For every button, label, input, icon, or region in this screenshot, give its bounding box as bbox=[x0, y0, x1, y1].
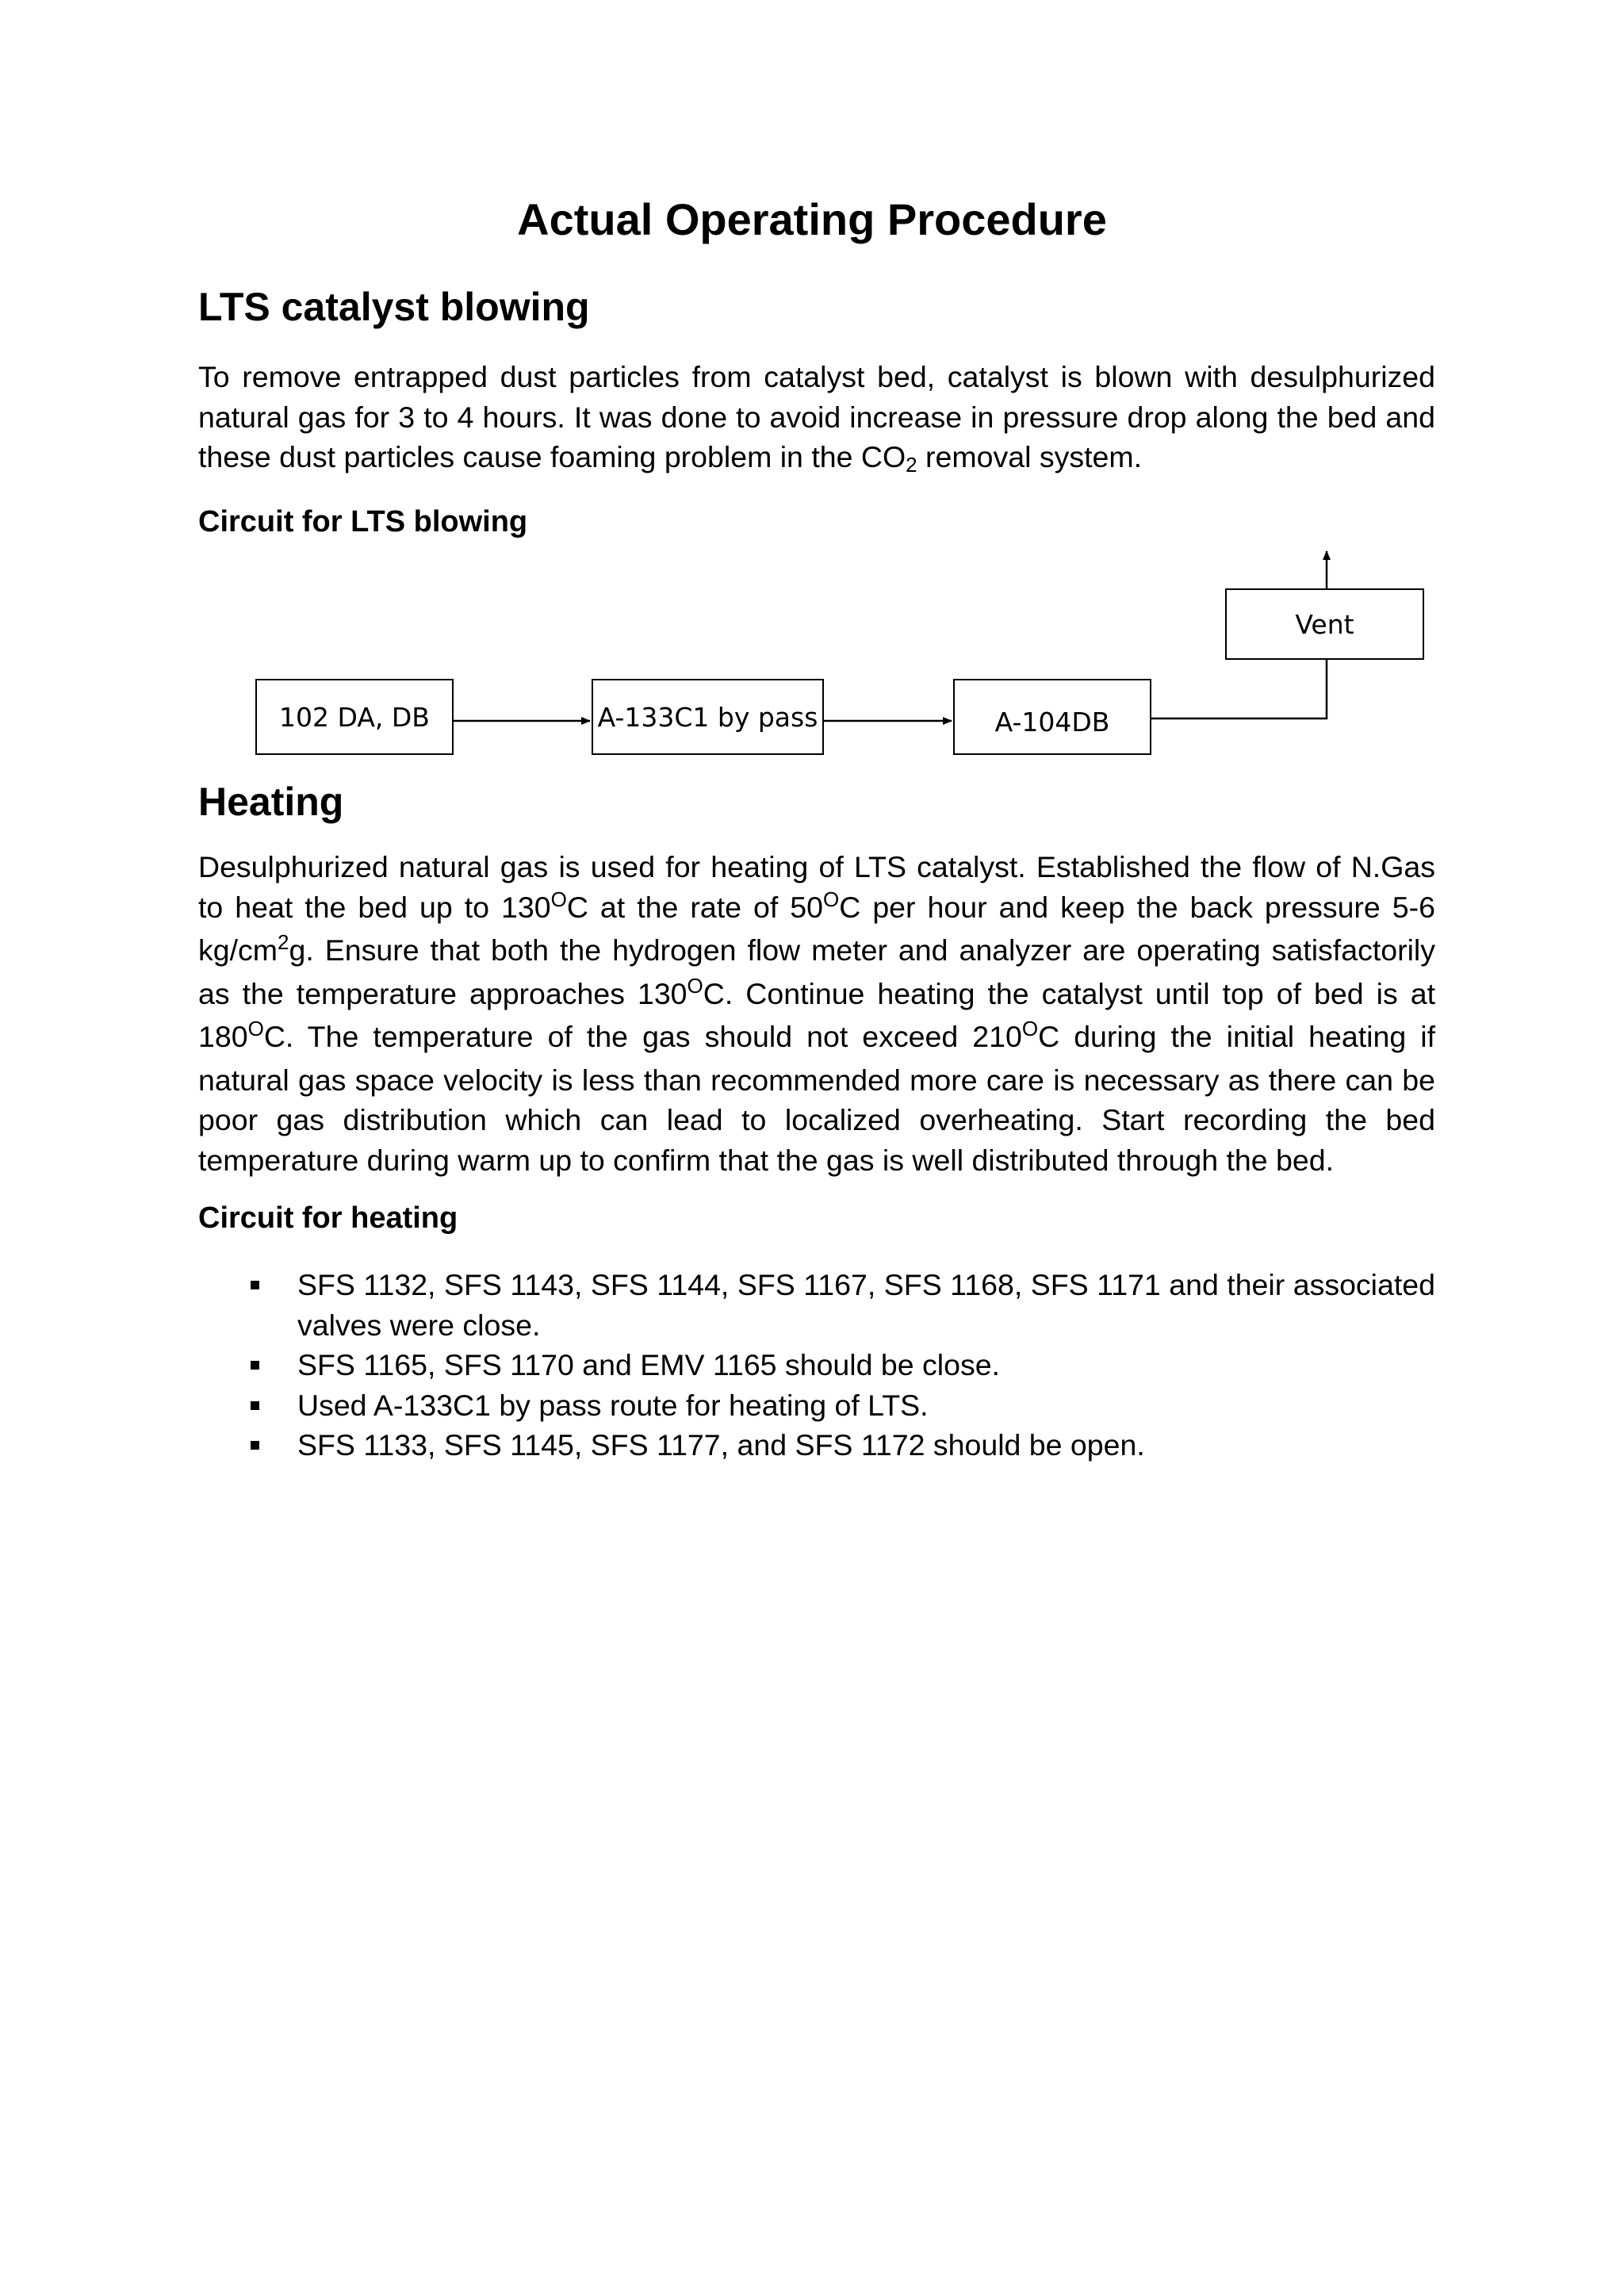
document-title: Actual Operating Procedure bbox=[517, 194, 1107, 244]
square-bullet-icon bbox=[251, 1401, 259, 1410]
square-bullet-icon bbox=[251, 1361, 259, 1370]
section-heading-lts-blowing: LTS catalyst blowing bbox=[198, 285, 590, 329]
unit-box-a133c1-bypass bbox=[592, 679, 824, 755]
list-item bbox=[198, 1385, 1435, 1426]
unit-label-a104db: A-104DB bbox=[994, 706, 1110, 738]
unit-label-a133c1-bypass: A-133C1 by pass bbox=[597, 701, 818, 733]
section-heading-heating: Heating bbox=[198, 780, 344, 824]
heating-text-d: g. Ensure that both the hydrogen flow meter and analyzer are operating satisfactorily as the temperature approaches 130 bbox=[198, 933, 1435, 1010]
degree-sup-e: O bbox=[247, 1017, 264, 1040]
unit-box-vent bbox=[1225, 588, 1424, 660]
squared-sup: 2 bbox=[278, 930, 289, 954]
heating-valve-list bbox=[198, 1265, 1435, 1466]
degree-sup-a: O bbox=[550, 887, 567, 911]
heating-paragraph bbox=[198, 847, 1435, 1180]
heating-text-c: C per hour and keep the back pressure 5-6 kg/cm bbox=[198, 890, 1435, 967]
list-item-text: Used A-133C1 by pass route for heating of LTS. bbox=[297, 1388, 929, 1422]
unit-label-vent: Vent bbox=[1295, 608, 1354, 640]
blowing-paragraph-text-1: To remove entrapped dust particles from catalyst bed, catalyst is blown with desulphurized natural gas for 3 to 4 hours. It was done to avoid increase in pressure drop along the bed and these dust particles cause foaming problem in the CO bbox=[198, 360, 1435, 473]
list-item bbox=[198, 1425, 1435, 1466]
unit-box-102-da-db bbox=[255, 679, 454, 755]
list-item-text: SFS 1132, SFS 1143, SFS 1144, SFS 1167, SFS 1168, SFS 1171 and their associated valves were close. bbox=[297, 1268, 1435, 1342]
degree-sup-d: O bbox=[687, 973, 703, 998]
unit-box-a104db bbox=[953, 679, 1151, 755]
heating-text-b: C at the rate of 50 bbox=[566, 890, 823, 924]
line-a104-to-vent bbox=[1151, 660, 1327, 718]
list-item bbox=[198, 1345, 1435, 1385]
degree-sup-f: O bbox=[1021, 1017, 1039, 1040]
square-bullet-icon bbox=[251, 1281, 259, 1289]
unit-label-102-da-db: 102 DA, DB bbox=[279, 701, 430, 733]
co2-subscript: 2 bbox=[906, 453, 917, 477]
degree-sup-b: O bbox=[822, 887, 840, 911]
blowing-paragraph-text-2: removal system. bbox=[917, 440, 1143, 473]
list-item-text: SFS 1133, SFS 1145, SFS 1177, and SFS 1172 should be open. bbox=[297, 1428, 1145, 1462]
list-item bbox=[198, 1265, 1435, 1345]
circuit-heating-title: Circuit for heating bbox=[198, 1201, 458, 1235]
circuit-blowing-title: Circuit for LTS blowing bbox=[198, 505, 528, 538]
heating-text-g: C during the initial heating if natural gas space velocity is less than recommended more care is necessary as there can be poor gas distribution which can lead to localized overheating. Start recording the bed temperature during warm up to confirm that the gas is well distributed through the bed. bbox=[198, 1020, 1435, 1177]
list-item-text: SFS 1165, SFS 1170 and EMV 1165 should be close. bbox=[297, 1348, 1000, 1381]
blowing-paragraph bbox=[198, 357, 1435, 481]
heating-text-f: C. The temperature of the gas should not exceed 210 bbox=[263, 1020, 1022, 1053]
heating-text-e: C. Continue heating the catalyst until top of bed is at 180 bbox=[198, 976, 1435, 1053]
heating-text-a: Desulphurized natural gas is used for heating of LTS catalyst. Established the flow of N.Gas to heat the bed up to 130 bbox=[198, 850, 1435, 924]
square-bullet-icon bbox=[251, 1441, 259, 1450]
